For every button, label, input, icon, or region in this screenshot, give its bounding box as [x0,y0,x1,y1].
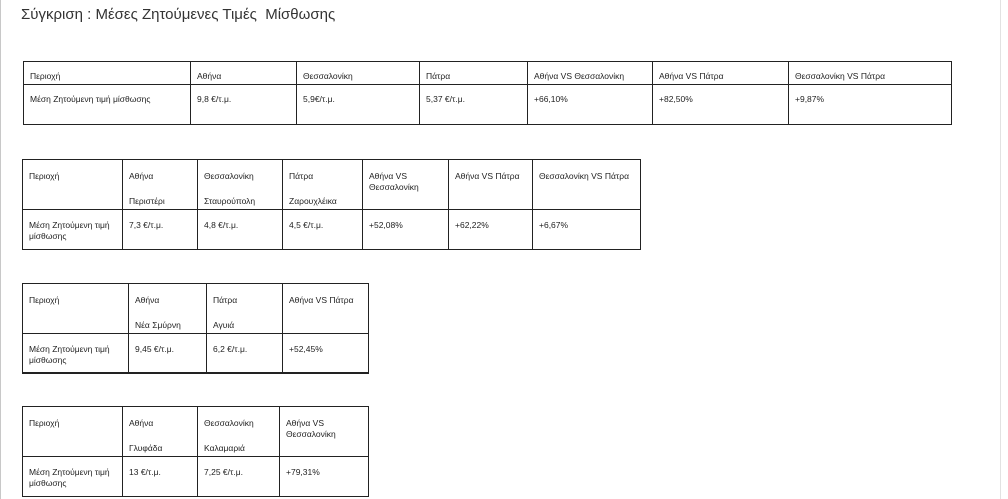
value-cell: 5,37 €/τ.μ. [420,85,528,125]
header-cell: Αθήνα VS Θεσσαλονίκη [528,62,653,85]
table-header-row [23,160,641,210]
header-city: Θεσσαλονίκη [204,418,254,428]
table-row [23,210,641,250]
value-cell: +52,08% [363,210,449,250]
comparison-table-cities [23,61,952,125]
header-cell: Αθήνα VS Θεσσαλονίκη [363,160,449,210]
value-cell: 9,8 €/τ.μ. [191,85,297,125]
header-city: Αθήνα [129,418,154,428]
table-header-row [23,284,369,334]
header-cell: Πάτρα [420,62,528,85]
header-cell: Αθήνα [191,62,297,85]
value-cell: +6,67% [533,210,641,250]
value-cell: 9,45 €/τ.μ. [129,334,207,374]
value-cell: +82,50% [653,85,789,125]
table-row [23,334,369,374]
header-city: Πάτρα [213,295,238,305]
header-cell [123,160,198,210]
header-cell: Θεσσαλονίκη [297,62,420,85]
table-row [24,85,952,125]
value-cell: 13 €/τ.μ. [123,457,198,497]
row-label-cell: Μέση Ζητούμενη τιμή μίσθωσης [23,334,129,374]
header-cell: Περιοχή [24,62,191,85]
page-title: Σύγκριση : Μέσες Ζητούμενες Τιμές Μίσθωσης [21,6,336,23]
header-area: Αγυιά [213,320,235,330]
comparison-table-glyfada-kalamaria [22,406,369,497]
header-area: Γλυφάδα [129,443,163,453]
header-cell: Θεσσαλονίκη VS Πάτρα [533,160,641,210]
header-cell: Περιοχή [23,284,129,334]
header-cell [207,284,283,334]
value-cell: 7,25 €/τ.μ. [198,457,280,497]
value-cell: +52,45% [283,334,369,374]
header-cell [198,407,280,457]
comparison-table-suburbs [22,159,641,250]
row-label-cell: Μέση Ζητούμενη τιμή μίσθωσης [23,210,123,250]
row-label-cell: Μέση Ζητούμενη τιμή μίσθωσης [23,457,123,497]
header-cell [198,160,283,210]
page-left-border [0,0,1,499]
header-area: Ζαρουχλέικα [289,196,337,206]
header-cell: Αθήνα VS Πάτρα [449,160,533,210]
table-header-row [24,62,952,85]
header-cell: Αθήνα VS Πάτρα [283,284,369,334]
value-cell: 6,2 €/τ.μ. [207,334,283,374]
value-cell: 4,5 €/τ.μ. [283,210,363,250]
header-cell: Αθήνα VS Θεσσαλονίκη [280,407,369,457]
header-cell: Θεσσαλονίκη VS Πάτρα [789,62,952,85]
header-cell: Αθήνα VS Πάτρα [653,62,789,85]
header-city: Πάτρα [289,171,314,181]
value-cell: +79,31% [280,457,369,497]
value-cell: +66,10% [528,85,653,125]
value-cell: +9,87% [789,85,952,125]
table-row [23,457,369,497]
header-city: Θεσσαλονίκη [204,171,254,181]
header-cell [129,284,207,334]
value-cell: 5,9€/τ.μ. [297,85,420,125]
header-area: Σταυρούπολη [204,196,256,206]
value-cell: 4,8 €/τ.μ. [198,210,283,250]
header-cell [123,407,198,457]
header-cell: Περιοχή [23,407,123,457]
value-cell: +62,22% [449,210,533,250]
header-area: Νέα Σμύρνη [135,320,181,330]
comparison-table-nea-smyrni-agyia [22,283,369,374]
table-header-row [23,407,369,457]
value-cell: 7,3 €/τ.μ. [123,210,198,250]
row-label-cell: Μέση Ζητούμενη τιμή μίσθωσης [24,85,191,125]
header-area: Καλαμαριά [204,443,245,453]
page-right-border [1000,0,1001,499]
header-cell: Περιοχή [23,160,123,210]
header-city: Αθήνα [135,295,160,305]
header-area: Περιστέρι [129,196,165,206]
header-city: Αθήνα [129,171,154,181]
header-cell [283,160,363,210]
